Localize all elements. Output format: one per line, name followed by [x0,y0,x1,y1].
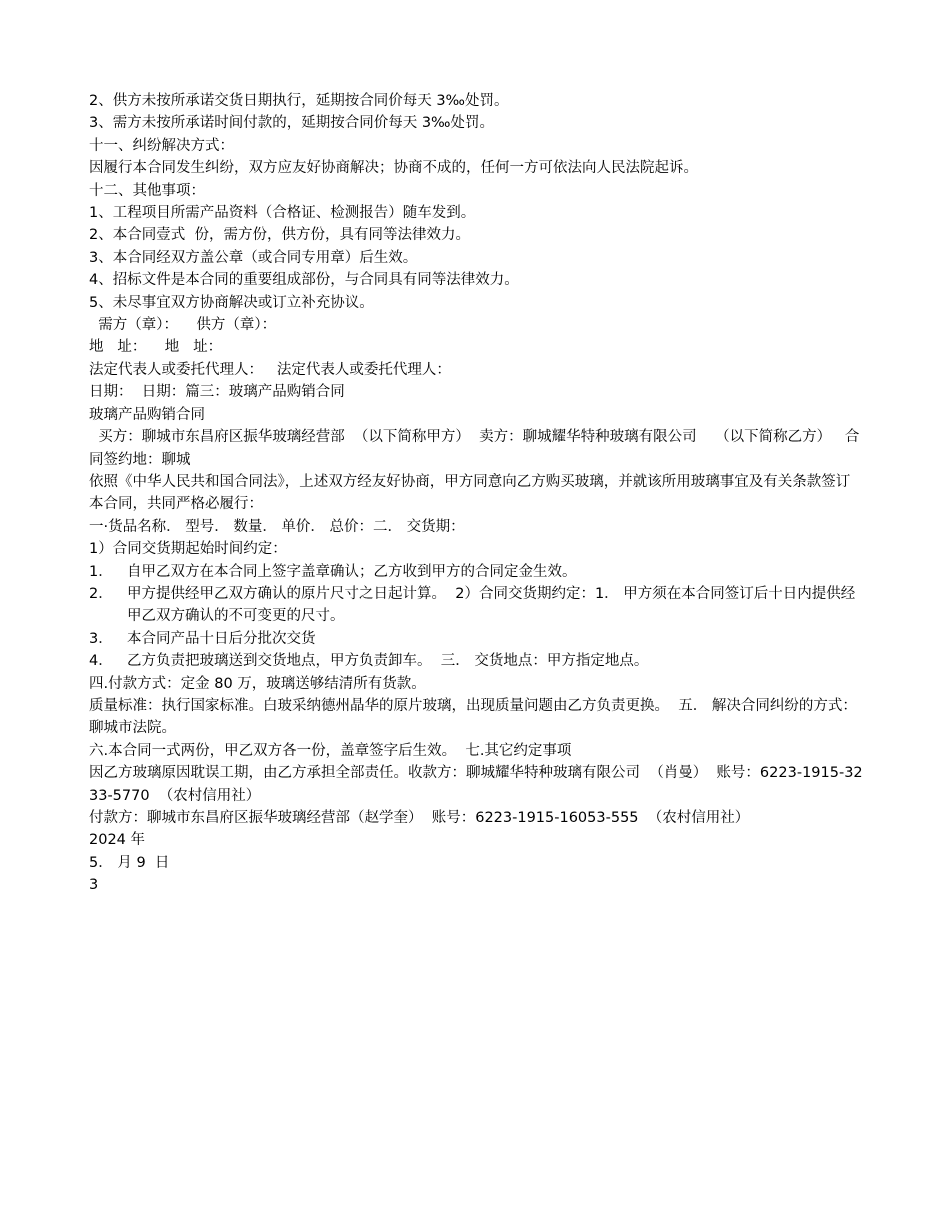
quality-standard-line: 质量标准：执行国家标准。白玻采纳德州晶华的原片玻璃，出现质量问题由乙方负责更换。 五． 解决合同纠纷的方式：聊城市法院。 [89,697,857,737]
date-month-day: 5． 月 9 日 [89,854,170,871]
list-item-number: 4． [89,653,113,670]
list-item [89,628,864,650]
list-item-text: 甲方提供经甲乙双方确认的原片尺寸之日起计算。 2）合同交货期约定：1． 甲方须在本合同签订后十日内提供经甲乙双方确认的不可变更的尺寸。 [127,585,856,625]
payment-terms-line: 四.付款方式：定金 80 万，玻璃送够结清所有货款。 [89,675,426,692]
list-item-number: 2． [89,585,113,602]
signature-seal-line: 需方（章）： 供方（章）： [89,317,277,334]
document-page [89,90,864,897]
copies-line: 六.本合同一式两份，甲乙双方各一份，盖章签字后生效。 七.其它约定事项 [89,742,572,759]
signature-address-line: 地 址： 地 址： [89,339,223,356]
parties-line: 买方：聊城市东昌府区振华玻璃经营部 （以下简称甲方） 卖方：聊城耀华特种玻璃有限公司 （以下简称乙方） 合同签约地：聊城 [89,429,860,468]
list-item-text: 乙方负责把玻璃送到交货地点，甲方负责卸车。 三． 交货地点：甲方指定地点。 [127,653,649,670]
dispute-text: 因履行本合同发生纠纷，双方应友好协商解决；协商不成的，任何一方可依法向人民法院起诉。 [89,160,698,177]
numbered-list [89,561,864,673]
section-heading-dispute: 十一、纠纷解决方式： [89,137,234,154]
list-item-number: 1． [89,563,113,580]
other-item-5: 5、未尽事宜双方协商解决或订立补充协议。 [89,294,374,311]
signature-date-line: 日期： 日期：篇三：玻璃产品购销合同 [89,384,345,401]
date-year: 2024 年 [89,832,146,849]
list-item [89,583,864,628]
other-item-1: 1、工程项目所需产品资料（合格证、检测报告）随车发到。 [89,205,476,222]
contract-title: 玻璃产品购销合同 [89,406,205,423]
delivery-start-heading: 1）合同交货期起始时间约定： [89,541,287,558]
other-item-2: 2、本合同壹式 份，需方份，供方份，具有同等法律效力。 [89,227,470,244]
page-number: 3 [89,877,99,894]
document-body-top [89,90,864,561]
goods-heading: 一·货品名称． 型号． 数量． 单价． 总价：二． 交货期： [89,518,465,535]
signature-representative-line: 法定代表人或委托代理人： 法定代表人或委托代理人： [89,361,451,378]
list-item-text: 自甲乙双方在本合同上签字盖章确认；乙方收到甲方的合同定金生效。 [127,563,577,580]
penalty-supplier-line: 2、供方未按所承诺交货日期执行，延期按合同价每天 3‰处罚。 [89,93,509,109]
other-item-4: 4、招标文件是本合同的重要组成部份，与合同具有同等法律效力。 [89,272,519,289]
section-heading-other: 十二、其他事项： [89,182,205,199]
list-item [89,650,864,672]
list-item-number: 3． [89,630,113,647]
payee-line: 因乙方玻璃原因耽误工期，由乙方承担全部责任。收款方：聊城耀华特种玻璃有限公司 （肖曼） 账号：6223-1915-3233-5770 （农村信用社） [89,765,863,804]
list-item [89,561,864,583]
other-item-3: 3、本合同经双方盖公章（或合同专用章）后生效。 [89,249,418,266]
penalty-buyer-line: 3、需方未按所承诺时间付款的，延期按合同价每天 3‰处罚。 [89,115,495,132]
payer-line: 付款方：聊城市东昌府区振华玻璃经营部（赵学奎） 账号：6223-1915-16053-555 （农村信用社） [89,810,750,826]
list-item-text: 本合同产品十日后分批次交货 [127,630,316,647]
document-body-bottom [89,673,864,897]
preamble-text: 依照《中华人民共和国合同法》，上述双方经友好协商，甲方同意向乙方购买玻璃，并就该所用玻璃事宜及有关条款签订本合同，共同严格必履行： [89,473,851,513]
